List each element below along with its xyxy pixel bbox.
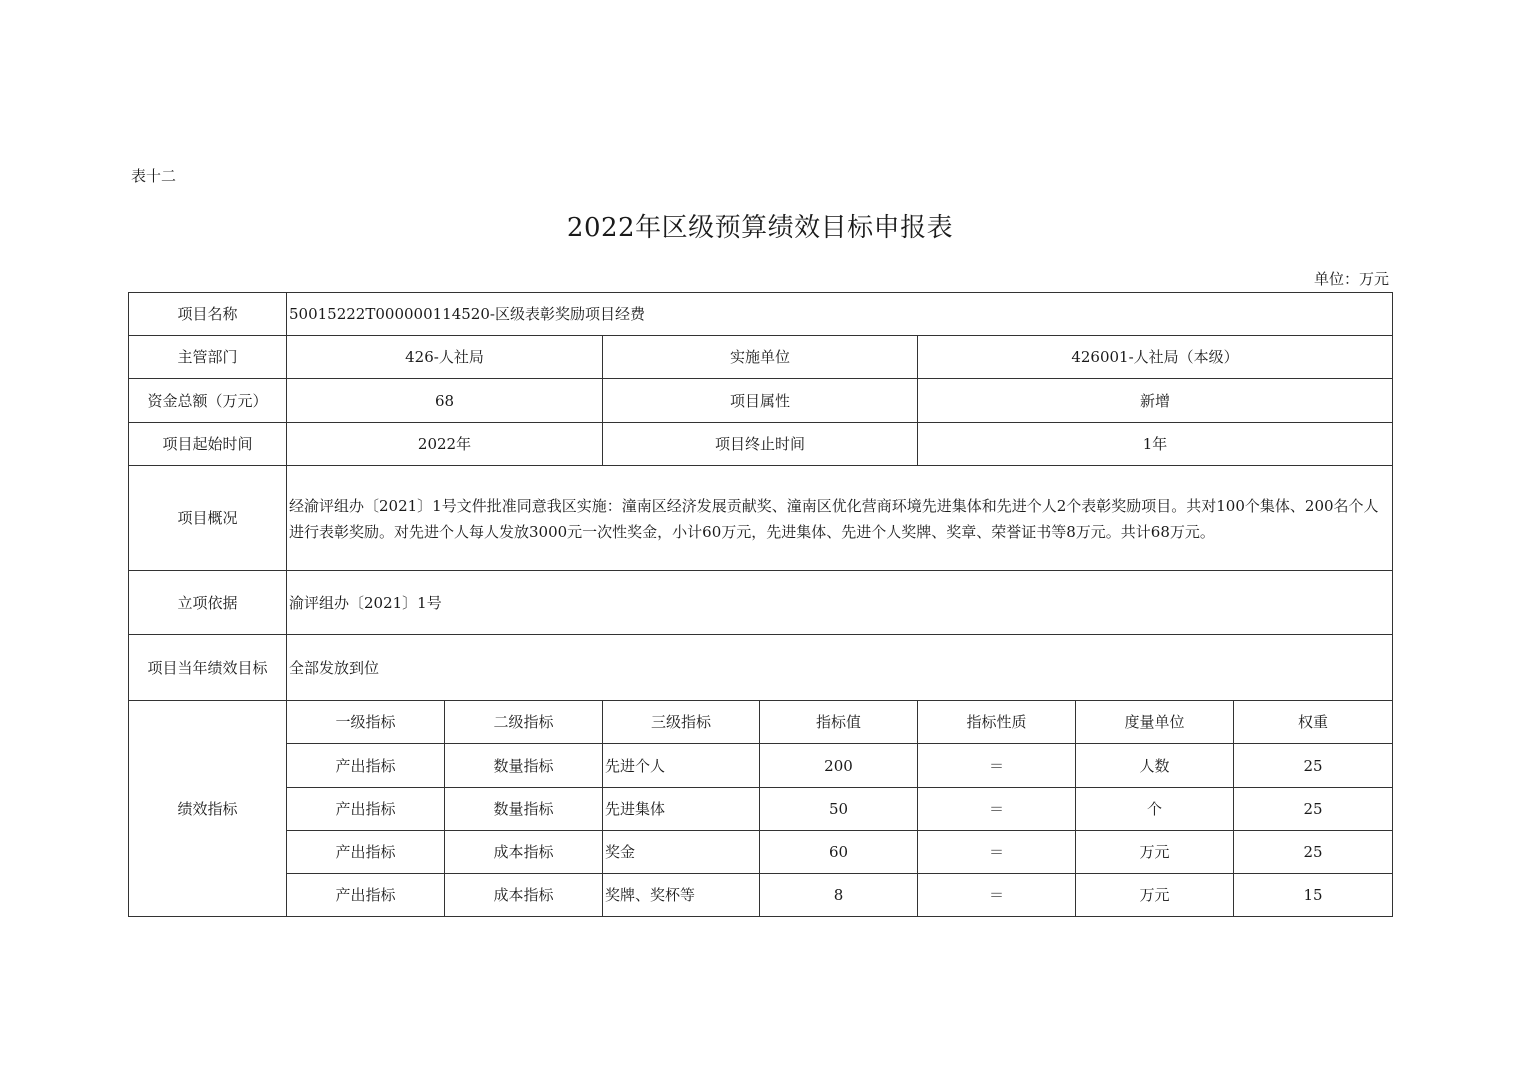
end-time-value: 1年: [918, 423, 1393, 466]
indicator-row: [129, 831, 1393, 874]
funds-row: [129, 379, 1393, 423]
indicator-unit: 个: [1076, 788, 1234, 831]
overview-label: 项目概况: [129, 466, 287, 571]
indicator-nature: ＝: [918, 831, 1076, 874]
indicator-level1: 产出指标: [287, 874, 445, 917]
indicator-row: [129, 874, 1393, 917]
impl-unit-label: 实施单位: [603, 336, 918, 379]
start-time-value: 2022年: [287, 423, 603, 466]
time-row: [129, 423, 1393, 466]
indicator-level2: 成本指标: [445, 874, 603, 917]
total-funds-value: 68: [287, 379, 603, 423]
indicator-nature: ＝: [918, 788, 1076, 831]
project-name-value: 50015222T000000114520-区级表彰奖励项目经费: [287, 293, 1393, 336]
indicator-level2: 成本指标: [445, 831, 603, 874]
indicator-value: 200: [760, 744, 918, 788]
indicator-nature: ＝: [918, 874, 1076, 917]
indicator-weight: 25: [1234, 744, 1393, 788]
indicator-level3: 奖金: [603, 831, 760, 874]
goal-label: 项目当年绩效目标: [129, 635, 287, 701]
indicator-header-row: [129, 701, 1393, 744]
overview-row: [129, 466, 1393, 571]
indicator-nature: ＝: [918, 744, 1076, 788]
header-nature: 指标性质: [918, 701, 1076, 744]
indicator-value: 50: [760, 788, 918, 831]
header-value: 指标值: [760, 701, 918, 744]
indicator-unit: 万元: [1076, 831, 1234, 874]
impl-unit-value: 426001-人社局（本级）: [918, 336, 1393, 379]
indicators-label: 绩效指标: [129, 701, 287, 917]
header-level1: 一级指标: [287, 701, 445, 744]
project-name-label: 项目名称: [129, 293, 287, 336]
dept-label: 主管部门: [129, 336, 287, 379]
indicator-row: [129, 744, 1393, 788]
indicator-level2: 数量指标: [445, 744, 603, 788]
start-time-label: 项目起始时间: [129, 423, 287, 466]
project-name-row: [129, 293, 1393, 336]
indicator-weight: 25: [1234, 831, 1393, 874]
basis-row: [129, 571, 1393, 635]
end-time-label: 项目终止时间: [603, 423, 918, 466]
indicator-unit: 万元: [1076, 874, 1234, 917]
dept-row: [129, 336, 1393, 379]
goal-row: [129, 635, 1393, 701]
basis-label: 立项依据: [129, 571, 287, 635]
indicator-level1: 产出指标: [287, 744, 445, 788]
overview-value: 经渝评组办〔2021〕1号文件批准同意我区实施：潼南区经济发展贡献奖、潼南区优化营商环境先进集体和先进个人2个表彰奖励项目。共对100个集体、200名个人进行表彰奖励。对先进个人每人发放3000元一次性奖金，小计60万元，先进集体、先进个人奖牌、奖章、荣誉证书等8万元。共计68万元。: [287, 466, 1393, 571]
goal-value: 全部发放到位: [287, 635, 1393, 701]
indicator-value: 60: [760, 831, 918, 874]
project-attr-value: 新增: [918, 379, 1393, 423]
unit-label: 单位：万元: [1313, 270, 1389, 288]
indicator-level1: 产出指标: [287, 788, 445, 831]
indicator-unit: 人数: [1076, 744, 1234, 788]
indicator-level2: 数量指标: [445, 788, 603, 831]
header-level3: 三级指标: [603, 701, 760, 744]
indicator-weight: 15: [1234, 874, 1393, 917]
indicator-row: [129, 788, 1393, 831]
basis-value: 渝评组办〔2021〕1号: [287, 571, 1393, 635]
header-level2: 二级指标: [445, 701, 603, 744]
indicator-level3: 先进个人: [603, 744, 760, 788]
indicator-value: 8: [760, 874, 918, 917]
indicator-level3: 奖牌、奖杯等: [603, 874, 760, 917]
total-funds-label: 资金总额（万元）: [129, 379, 287, 423]
header-weight: 权重: [1234, 701, 1393, 744]
indicator-level3: 先进集体: [603, 788, 760, 831]
dept-value: 426-人社局: [287, 336, 603, 379]
performance-target-table: [128, 292, 1393, 917]
indicator-level1: 产出指标: [287, 831, 445, 874]
indicator-weight: 25: [1234, 788, 1393, 831]
table-number: 表十二: [131, 167, 177, 185]
page-title: 2022年区级预算绩效目标申报表: [566, 213, 954, 243]
project-attr-label: 项目属性: [603, 379, 918, 423]
header-unit: 度量单位: [1076, 701, 1234, 744]
